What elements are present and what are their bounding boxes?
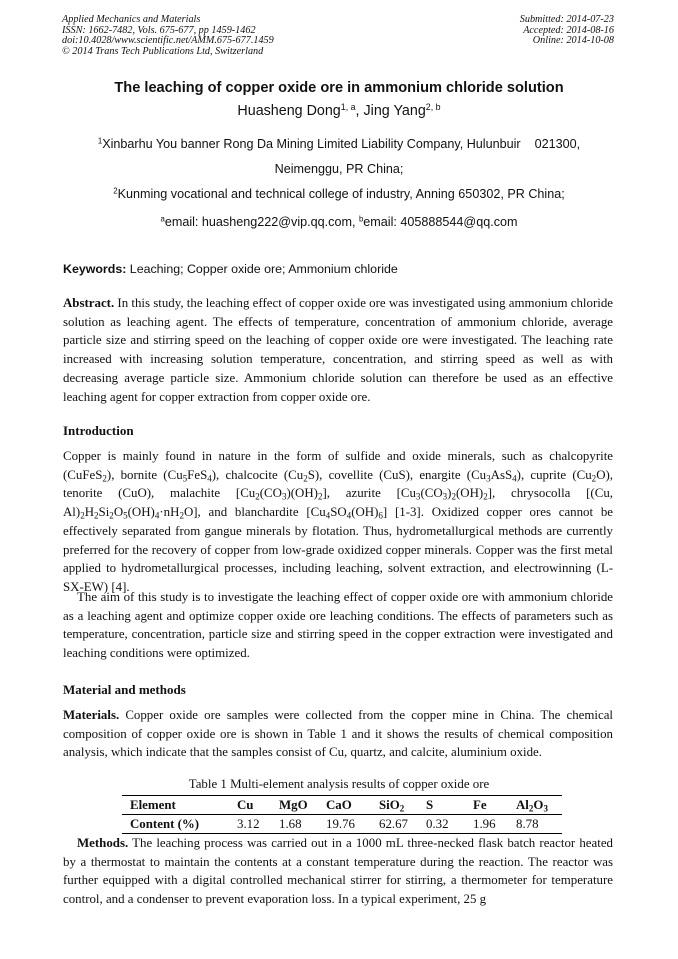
section-heading-introduction: Introduction	[63, 423, 134, 438]
keywords-text: Leaching; Copper oxide ore; Ammonium chloride	[126, 262, 398, 276]
email-mark: a	[160, 214, 165, 224]
table-header-cell: MgO	[279, 797, 308, 812]
materials-text: Copper oxide ore samples were collected from the copper mine in China. The chemical composition of copper oxide ore is shown in Table 1 and it shows the results of chemical composition analysis, which indicate that the samples consist of Cu, quartz, and calcite, aluminium oxide.	[63, 708, 613, 760]
keywords-label: Keywords:	[63, 262, 127, 276]
abstract-label: Abstract.	[63, 296, 115, 310]
affiliation-1-cont: Neimenggu, PR China;	[274, 162, 404, 176]
table-caption: Table 1 Multi-element analysis results of copper oxide ore	[188, 777, 490, 791]
author-affiliation-mark: 2, b	[425, 102, 441, 113]
intro-paragraph-2: The aim of this study is to investigate the leaching effect of copper oxide ore with ammonium chloride as a leaching agent and optimize copper oxide ore leaching conditions. The effects of parameters such as temperature, concentration, particle size and stirring speed in the copper extraction were investigated and leaching conditions were optimized.	[63, 590, 613, 661]
affiliation-text: Kunming vocational and technical college of industry, Anning 650302, PR China;	[117, 187, 565, 201]
methods-text: The leaching process was carried out in a 1000 mL three-necked flask batch reactor heated by a thermostat to maintain the contents at a constant temperature during the reaction. The reactor was further equipped with a digital controlled mechanical stirrer for stirring, a thermometer for temperature control, and a condenser to prevent evaporation loss. In a typical experiment, 25 g	[63, 836, 613, 907]
table-header-cell: $Al_2O_3$	[516, 797, 548, 813]
table-header-cell: Element	[130, 797, 176, 812]
affiliation-mark: 2	[113, 186, 118, 196]
intro-paragraph-1: Copper is mainly found in nature in the form of sulfide and oxide minerals, such as chalcopyrite (CuFeS$_2$), bornite $(Cu_5FeS_4)$, chalcocite $(Cu_2S)$, covellite (CuS), enargite $(Cu_3AsS_4)$, cuprite $(Cu_2O)$, tenorite (CuO), malachite $[Cu_2(CO_3)(OH)_2]$, azurite $[Cu_3(CO_3)_2(OH)_2]$, chrysocolla [(Cu, $Al)_2H_2Si_2O_5(OH)_4\cdot nH_2O$], and blanchardite $[Cu_4SO_4(OH)_6]$ [1-3]. Oxidized copper ores cannot be effectively separated from gangue minerals by flotation. Thus, hydrometallurgical methods are currently preferred for the recovery of copper from low-grade oxidized copper minerals. Copper was the first metal applied to hydrometallurgical processes, including leaching, solvent extraction, and electrowinning (L-SX-EW) [4].	[63, 449, 614, 594]
abstract-text: In this study, the leaching effect of copper oxide ore was investigated using ammonium chloride solution as leaching agent. The effects of temperature, concentration of ammonium chloride, average particle size and stirring speed on the leaching of copper oxide ore were investigated. The leaching rate increased with increasing solution temperature, concentration, and stirring speed as well as with decreasing average particle size. Ammonium chloride solution can therefore be used as an effective leaching agent for copper extraction from copper oxide ore.	[63, 296, 613, 404]
journal-doi: doi:10.4028/www.scientific.net/AMM.675-677.1459	[62, 35, 274, 47]
author-affiliation-mark: 1, a	[340, 102, 356, 113]
journal-info	[62, 15, 274, 57]
paper-title: The leaching of copper oxide ore in ammonium chloride solution	[114, 80, 564, 96]
table-header-cell: SiO$_2$	[379, 797, 405, 813]
affiliation-text: Xinbarhu You banner Rong Da Mining Limited Liability Company, Hulunbuir 021300,	[102, 137, 581, 151]
materials-paragraph	[63, 706, 613, 762]
table-header-cell: Fe	[473, 797, 487, 812]
table-row-label: Content (%)	[130, 816, 200, 831]
table-cell: 19.76	[326, 816, 356, 831]
table-header-row	[122, 796, 562, 815]
affiliation-1	[0, 137, 678, 151]
materials-label: Materials.	[63, 708, 120, 722]
submission-dates	[520, 15, 614, 47]
journal-name: Applied Mechanics and Materials	[62, 14, 201, 25]
table-cell: 1.68	[279, 816, 302, 831]
email-text: email: 405888544@qq.com	[363, 215, 518, 229]
affiliation-mark: 1	[97, 136, 103, 146]
abstract	[63, 294, 613, 406]
journal-issn: ISSN: 1662-7482, Vols. 675-677, pp 1459-1462	[62, 24, 256, 36]
table-header-cell: CaO	[326, 797, 352, 812]
table-cell: 1.96	[473, 816, 496, 831]
affiliation-2	[0, 187, 678, 201]
table-header-cell: Cu	[237, 797, 254, 812]
author-name: Jing Yang	[363, 103, 426, 119]
email-mark: b	[358, 214, 364, 224]
methods-paragraph	[63, 834, 613, 909]
author-emails	[0, 215, 678, 229]
keywords	[63, 262, 398, 276]
table-cell: 8.78	[516, 816, 539, 831]
table-row	[122, 815, 562, 834]
author-separator: ,	[355, 103, 364, 119]
composition-table	[122, 795, 562, 834]
table-cell: 0.32	[426, 816, 449, 831]
table-cell: 62.67	[379, 816, 409, 831]
section-heading-methods: Material and methods	[63, 682, 186, 697]
email-text: email: huasheng222@vip.qq.com,	[164, 215, 359, 229]
author-list	[0, 103, 678, 119]
accepted-date: Accepted: 2014-08-16	[523, 24, 614, 36]
table-cell: 3.12	[237, 816, 260, 831]
methods-label: Methods.	[77, 836, 129, 850]
author-name: Huasheng Dong	[237, 103, 341, 119]
submitted-date: Submitted: 2014-07-23	[519, 14, 614, 25]
table-header-cell: S	[426, 797, 434, 812]
journal-copyright: © 2014 Trans Tech Publications Ltd, Switzerland	[62, 45, 264, 57]
online-date: Online: 2014-10-08	[532, 35, 614, 47]
